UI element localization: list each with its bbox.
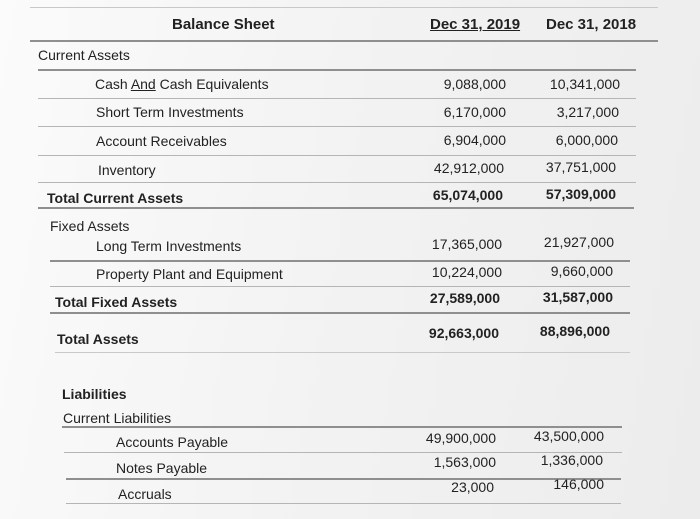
current-liabilities-heading: Current Liabilities [63,410,172,426]
column-header-2019-text: Dec 31, 2019 [430,16,521,33]
total-assets-2019: 92,663,000 [428,325,499,341]
row-label-short-term-investments: Short Term Investments [96,104,244,120]
total-current-2019: 65,074,000 [432,187,503,203]
inventory-2019: 42,912,000 [433,160,504,176]
sheet-title: Balance Sheet [172,16,275,33]
total-rule [38,207,634,209]
current-assets-heading: Current Assets [38,47,130,63]
row-label-accruals: Accruals [118,486,172,502]
total-assets-label: Total Assets [57,331,139,347]
short-term-2018: 3,217,000 [556,104,619,120]
accounts-payable-2019: 49,900,000 [425,430,496,446]
receivables-2018: 6,000,000 [555,132,618,148]
column-header-2018: Dec 31, 2018 [546,16,637,33]
ppe-2018: 9,660,000 [550,263,613,279]
total-current-2018: 57,309,000 [545,186,616,202]
row-label-long-term-investments: Long Term Investments [96,238,242,254]
row-rule [50,260,630,262]
row-rule [38,69,636,71]
long-term-2019: 17,365,000 [431,236,502,252]
cash-word: Cash [95,76,128,92]
total-assets-rule [55,352,630,353]
and-word: And [130,76,156,92]
row-rule [38,98,636,99]
row-label-accounts-payable: Accounts Payable [116,434,229,450]
liabilities-heading: Liabilities [62,386,127,402]
accounts-payable-2018: 43,500,000 [533,428,604,444]
row-rule [38,182,636,183]
ppe-2019: 10,224,000 [431,264,502,280]
row-label-notes-payable: Notes Payable [116,460,208,476]
total-fixed-assets-label: Total Fixed Assets [55,294,178,310]
row-rule [66,503,621,504]
total-current-assets-label: Total Current Assets [47,190,184,206]
fixed-assets-heading: Fixed Assets [50,218,130,234]
accruals-2018: 146,000 [553,476,604,492]
row-label-ppe: Property Plant and Equipment [96,266,283,282]
row-rule [38,126,636,127]
row-rule [38,155,636,156]
column-header-2019 [430,17,520,33]
receivables-2019: 6,904,000 [443,132,506,148]
row-label-inventory: Inventory [98,162,156,178]
long-term-2018: 21,927,000 [543,234,614,250]
accruals-2019: 23,000 [451,479,494,495]
total-assets-2018: 88,896,000 [539,323,610,339]
cash-rest: Cash Equivalents [159,76,269,92]
short-term-2019: 6,170,000 [443,104,506,120]
header-rule [30,40,658,42]
total-rule [50,312,630,314]
header-top-rule [30,7,658,8]
row-rule [50,286,630,287]
cash-2019: 9,088,000 [443,76,506,92]
notes-payable-2018: 1,336,000 [540,452,603,468]
total-fixed-2019: 27,589,000 [429,290,500,306]
cash-2018: 10,341,000 [549,76,620,92]
row-label-account-receivables: Account Receivables [96,133,227,149]
inventory-2018: 37,751,000 [545,159,616,175]
total-fixed-2018: 31,587,000 [542,289,613,305]
row-label-cash [95,76,269,92]
notes-payable-2019: 1,563,000 [433,454,496,470]
